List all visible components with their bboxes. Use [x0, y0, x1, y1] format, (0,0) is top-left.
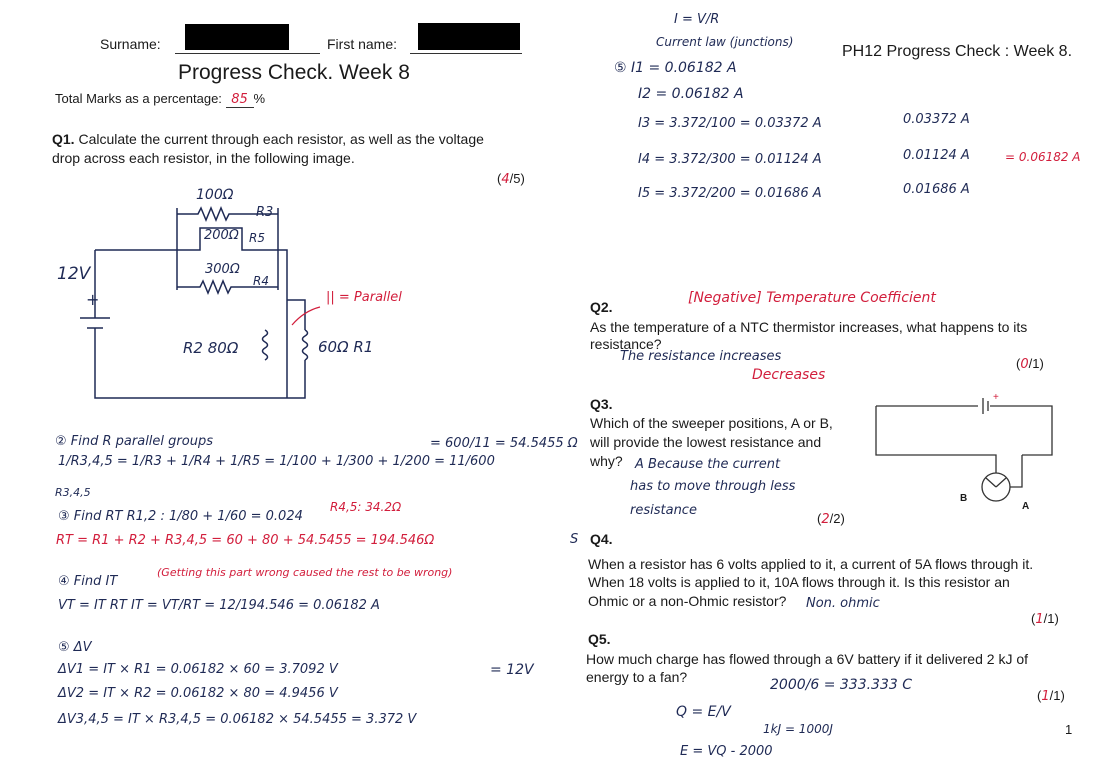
q4-answer: Non. ohmic — [806, 596, 880, 611]
q1-work-it: VT = IT RT IT = VT/RT = 12/194.546 = 0.06182 A — [58, 598, 380, 613]
current-law-note: Current law (junctions) — [656, 35, 794, 49]
r2-value: R2 80Ω — [183, 339, 239, 357]
q2-correction: [Negative] Temperature Coefficient — [688, 290, 936, 306]
q4-text-line2: When 18 volts is applied to it, 10A flows through it. Is this resistor an — [588, 574, 1010, 590]
q1-work-dv1: ΔV1 = IT × R1 = 0.06182 × 60 = 3.7092 V — [58, 662, 338, 677]
r1-value: 60Ω R1 — [318, 338, 374, 356]
current-i4: I4 = 3.372/300 = 0.01124 A — [638, 152, 822, 167]
q3-score-total: /2) — [829, 511, 845, 526]
q1-work-step5: ⑤ ΔV — [58, 640, 92, 655]
q5-work-unit: 1kJ = 1000J — [763, 722, 833, 736]
q4-score-total: /1) — [1043, 611, 1059, 626]
q1-text-line2: drop across each resistor, in the following image. — [52, 150, 355, 166]
r3-label: R3 — [256, 205, 274, 220]
q5-score-total: /1) — [1049, 688, 1065, 703]
q1-work-dv345: ΔV3,4,5 = IT × R3,4,5 = 0.06182 × 54.5455 = 3.372 V — [58, 712, 417, 727]
q2-text-line1: As the temperature of a NTC thermistor increases, what happens to its — [590, 319, 1028, 335]
q4-score-open: ( — [1031, 611, 1036, 626]
current-i5: I5 = 3.372/200 = 0.01686 A — [638, 186, 822, 201]
r4-label: R4 — [253, 274, 269, 288]
q3-wire-right — [1010, 455, 1022, 487]
q1-number: Q1. — [52, 131, 75, 147]
q2-text-line2: resistance? — [590, 336, 662, 352]
q1-work-feedback: (Getting this part wrong caused the rest to be wrong) — [157, 566, 453, 579]
ohms-law: I = V/R — [674, 12, 720, 27]
q4-score-mark: 1 — [1035, 612, 1044, 627]
q5-score-open: ( — [1037, 688, 1042, 703]
q1-work-step3: ③ Find RT R1,2 : 1/80 + 1/60 = 0.024 — [58, 509, 303, 524]
q3-battery-plus: + — [993, 392, 999, 403]
q3-wire-top-right — [990, 406, 1052, 455]
q5-score-mark: 1 — [1041, 689, 1050, 704]
current-i2: I2 = 0.06182 A — [638, 86, 744, 102]
q3-label-b: B — [960, 493, 968, 504]
q1-work-r345: R3,4,5 — [55, 486, 91, 499]
current-i3: I3 = 3.372/100 = 0.03372 A — [638, 116, 822, 131]
q1-work-dv2: ΔV2 = IT × R2 = 0.06182 × 80 = 4.9456 V — [58, 686, 338, 701]
r4-value: 300Ω — [205, 262, 240, 277]
q1-work-step2: ② Find R parallel groups — [55, 434, 213, 449]
q2-number-text: Q2. — [590, 299, 613, 315]
q5-score — [1037, 688, 1065, 704]
q3-wire-left — [876, 406, 996, 468]
page-title: Progress Check. Week 8 — [178, 61, 410, 84]
q3-answer-line2: has to move through less — [630, 479, 796, 494]
q5-text-line2: energy to a fan? — [586, 669, 688, 685]
q5-text-line1: How much charge has flowed through a 6V battery if it delivered 2 kJ of — [586, 651, 1029, 667]
q3-number-text: Q3. — [590, 396, 613, 412]
page-number: 1 — [1065, 722, 1073, 737]
percent-sign: % — [253, 91, 266, 106]
right-page-title: PH12 Progress Check : Week 8. — [842, 43, 1073, 60]
q5-number — [588, 631, 611, 647]
q3-wiper-arms — [986, 478, 1006, 487]
q3-answer-line3: resistance — [630, 503, 697, 518]
q1-text-line1: Calculate the current through each resistor, as well as the voltage — [78, 131, 484, 147]
battery-voltage-label: 12V — [57, 264, 91, 284]
q1-score-open: ( — [497, 171, 502, 186]
battery-plus-sign: + — [86, 290, 100, 309]
q1-score-total: /5) — [509, 171, 525, 186]
sum-result: = 0.06182 A — [1005, 150, 1081, 164]
sum-term-i3: 0.03372 A — [903, 112, 970, 127]
q1-work-s: S — [570, 532, 579, 547]
parallel-note: || = Parallel — [326, 290, 402, 305]
q1-work-rt: RT = R1 + R2 + R3,4,5 = 60 + 80 + 54.5455 = 194.546Ω — [56, 533, 435, 548]
surname-label: Surname: — [100, 36, 161, 52]
firstname-label: First name: — [327, 36, 398, 52]
q4-text-line3: Ohmic or a non-Ohmic resistor? — [588, 593, 787, 609]
q5-number-text: Q5. — [588, 631, 611, 647]
q2-score-open: ( — [1016, 356, 1021, 371]
q1-work-total: = 12V — [490, 662, 534, 678]
q1-work-parallel-result: = 600/11 = 54.5455 Ω — [430, 436, 578, 451]
q3-score-open: ( — [817, 511, 822, 526]
q3-label-a: A — [1022, 501, 1030, 512]
q4-number — [590, 531, 613, 547]
q4-number-text: Q4. — [590, 531, 613, 547]
q2-correction-answer: Decreases — [752, 367, 826, 383]
q4-score — [1031, 611, 1059, 627]
q3-text-line1: Which of the sweeper positions, A or B, — [590, 415, 833, 431]
q1-work-r45: R4,5: 34.2Ω — [330, 500, 402, 514]
q3-text-line3: why? — [590, 453, 623, 469]
q4-text-line1: When a resistor has 6 volts applied to it, a current of 5A flows through it. — [588, 556, 1034, 572]
q3-answer-line1: A Because the current — [635, 457, 781, 472]
q5-work-evq: E = VQ - 2000 — [680, 744, 773, 759]
sum-term-i4: 0.01124 A — [903, 148, 970, 163]
total-marks-label: Total Marks as a percentage: — [55, 91, 222, 106]
q3-text-line2: will provide the lowest resistance and — [590, 434, 822, 450]
q2-answer: The resistance increases — [620, 349, 782, 364]
q1-work-step4: ④ Find IT — [58, 574, 118, 589]
q1-work-parallel-eq: 1/R3,4,5 = 1/R3 + 1/R4 + 1/R5 = 1/100 + 1/300 + 1/200 = 11/600 — [58, 454, 495, 469]
sum-term-i5: 0.01686 A — [903, 182, 970, 197]
q5-work-formula: Q = E/V — [676, 704, 731, 720]
r5-label: R5 — [249, 231, 265, 245]
r3-value: 100Ω — [196, 187, 234, 203]
q2-score-mark: 0 — [1020, 357, 1029, 372]
q1-score-mark: 4 — [501, 172, 510, 187]
q5-work-result: 2000/6 = 333.333 C — [770, 677, 913, 693]
r5-value: 200Ω — [204, 228, 239, 243]
q3-score-mark: 2 — [821, 512, 830, 527]
current-i1: ⑤ I1 = 0.06182 A — [614, 60, 737, 76]
q2-score-total: /1) — [1028, 356, 1044, 371]
total-marks-value: 85 — [226, 92, 254, 108]
